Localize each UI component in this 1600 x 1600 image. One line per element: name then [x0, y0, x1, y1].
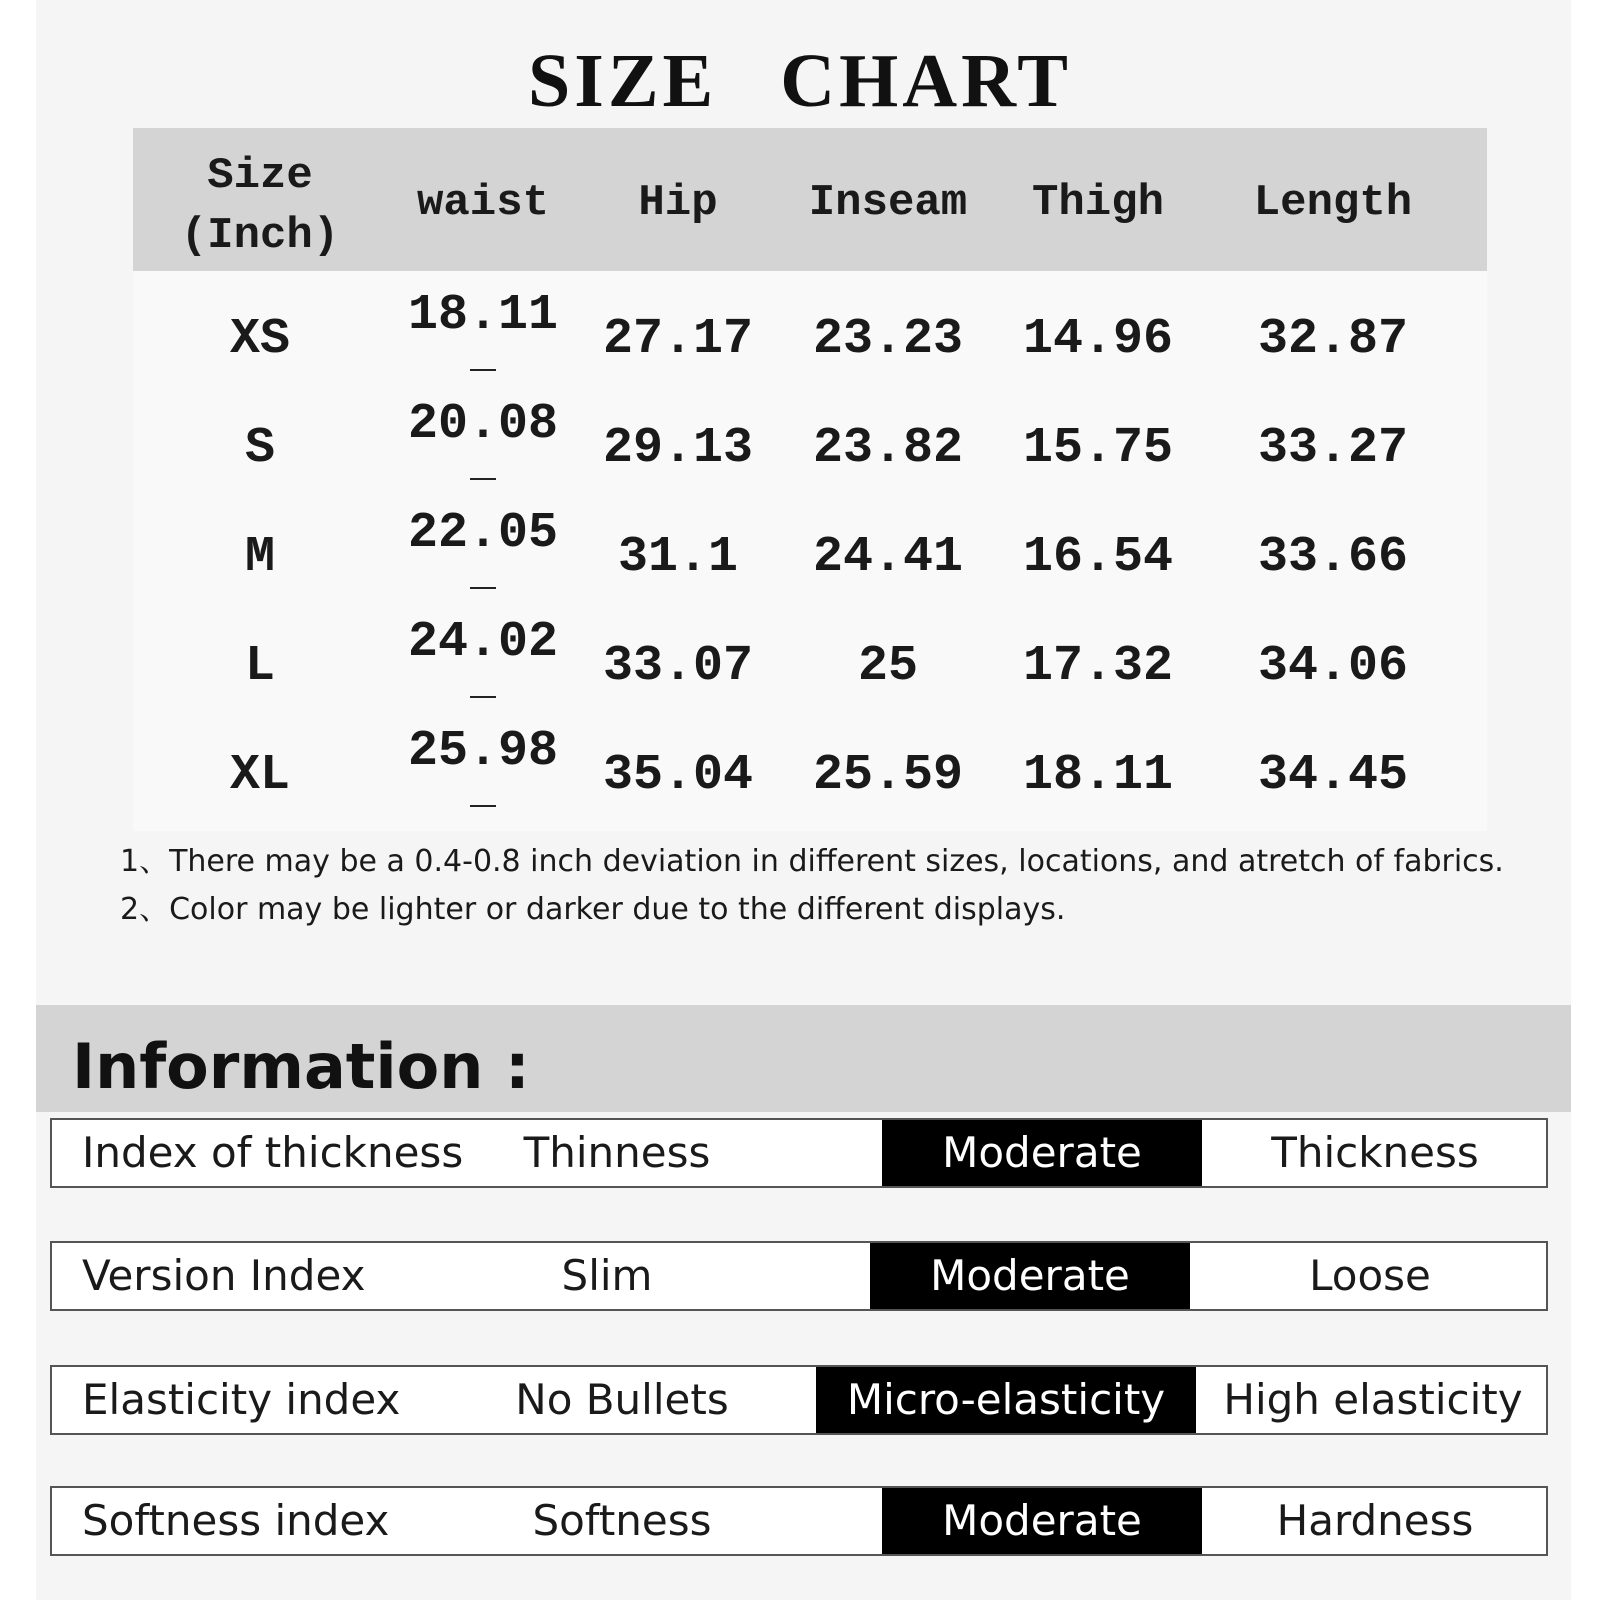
info-option: Softness	[532, 1496, 712, 1545]
information-title: Information :	[72, 1030, 530, 1103]
cell-thigh: 14.96	[1022, 311, 1174, 368]
cell-hip: 29.13	[602, 420, 754, 477]
cell-thigh: 15.75	[1022, 420, 1174, 477]
header-thigh: Thigh	[1031, 178, 1165, 228]
table-row	[133, 392, 1487, 504]
note-2: 2、Color may be lighter or darker due to the different displays.	[120, 892, 1066, 927]
cell-size: S	[244, 420, 275, 477]
info-row-label: Index of thickness	[82, 1128, 464, 1177]
table-body	[133, 271, 1487, 831]
cell-length: 33.66	[1257, 529, 1409, 586]
info-row-label: Elasticity index	[82, 1375, 401, 1424]
info-row-label: Version Index	[82, 1251, 366, 1300]
cell-waist: 22.05	[407, 505, 559, 562]
cell-inseam: 25.59	[812, 747, 964, 804]
info-option: Thinness	[523, 1128, 711, 1177]
table-row	[133, 610, 1487, 722]
info-option: No Bullets	[515, 1375, 729, 1424]
cell-waist: 24.02	[407, 614, 559, 671]
info-option-selected: Moderate	[870, 1243, 1190, 1309]
cell-length: 34.06	[1257, 638, 1409, 695]
waist-dash	[470, 696, 496, 698]
waist-dash	[470, 587, 496, 589]
waist-dash	[470, 478, 496, 480]
info-option: Thickness	[1271, 1128, 1479, 1177]
header-inseam: Inseam	[808, 178, 968, 228]
cell-waist: 25.98	[407, 723, 559, 780]
header-waist: waist	[416, 178, 550, 228]
waist-dash	[470, 369, 496, 371]
info-option: Slim	[561, 1251, 653, 1300]
header-size-line2: (Inch)	[180, 211, 340, 261]
cell-thigh: 16.54	[1022, 529, 1174, 586]
info-row	[50, 1118, 1548, 1188]
header-size-line1: Size	[207, 151, 313, 201]
cell-size: L	[244, 638, 275, 695]
cell-hip: 33.07	[602, 638, 754, 695]
cell-inseam: 23.23	[812, 311, 964, 368]
cell-length: 34.45	[1257, 747, 1409, 804]
header-size	[165, 146, 355, 266]
size-chart-table	[133, 128, 1487, 831]
cell-hip: 31.1	[617, 529, 739, 586]
table-row	[133, 283, 1487, 395]
cell-size: XL	[229, 747, 290, 804]
info-option: Loose	[1309, 1251, 1431, 1300]
cell-hip: 35.04	[602, 747, 754, 804]
info-row-label: Softness index	[82, 1496, 390, 1545]
waist-dash	[470, 805, 496, 807]
cell-length: 33.27	[1257, 420, 1409, 477]
info-row	[50, 1365, 1548, 1435]
info-option-selected: Micro-elasticity	[816, 1367, 1196, 1433]
header-hip: Hip	[638, 178, 718, 228]
info-option: Hardness	[1276, 1496, 1474, 1545]
cell-inseam: 24.41	[812, 529, 964, 586]
header-length: Length	[1253, 178, 1413, 228]
table-row	[133, 501, 1487, 613]
notes	[120, 838, 1504, 934]
page-title: SIZE CHART	[527, 39, 1072, 123]
info-row	[50, 1486, 1548, 1556]
info-option-selected: Moderate	[882, 1488, 1202, 1554]
cell-waist: 18.11	[407, 287, 559, 344]
cell-size: XS	[229, 311, 290, 368]
info-row	[50, 1241, 1548, 1311]
cell-thigh: 18.11	[1022, 747, 1174, 804]
cell-size: M	[244, 529, 275, 586]
table-row	[133, 719, 1487, 831]
cell-inseam: 23.82	[812, 420, 964, 477]
info-option: High elasticity	[1223, 1375, 1523, 1424]
cell-length: 32.87	[1257, 311, 1409, 368]
cell-thigh: 17.32	[1022, 638, 1174, 695]
cell-waist: 20.08	[407, 396, 559, 453]
cell-hip: 27.17	[602, 311, 754, 368]
info-option-selected: Moderate	[882, 1120, 1202, 1186]
table-header	[133, 128, 1487, 271]
cell-inseam: 25	[857, 638, 918, 695]
note-1: 1、There may be a 0.4-0.8 inch deviation in different sizes, locations, and atretch of fabrics.	[120, 844, 1504, 879]
